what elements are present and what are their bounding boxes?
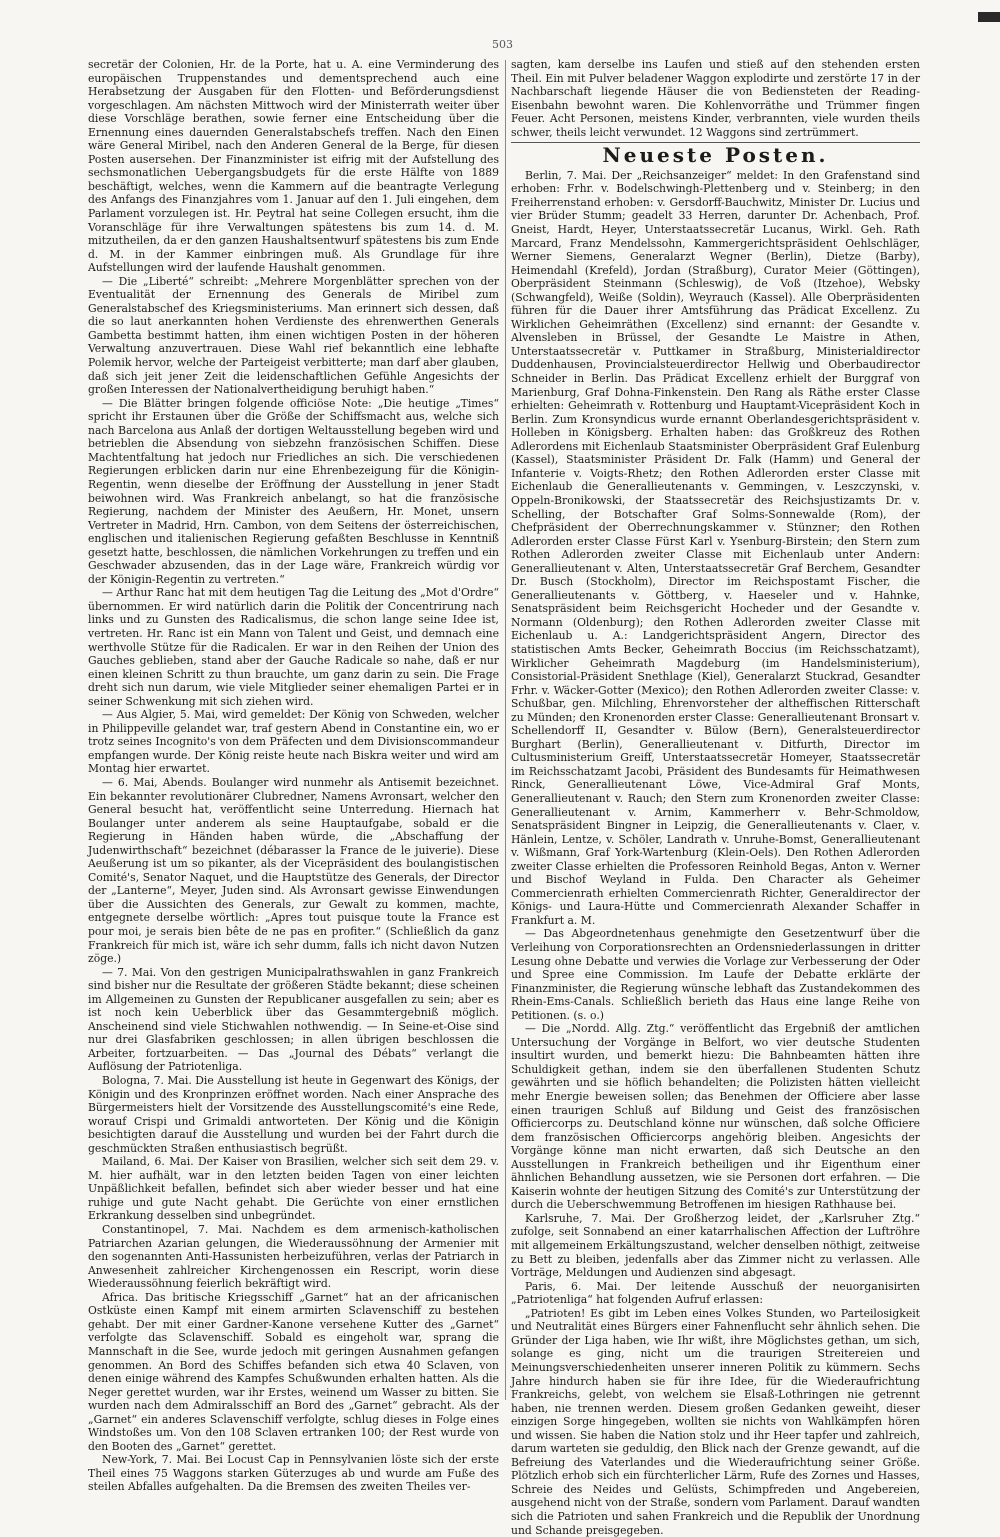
paragraph: Africa. Das britische Kriegsschiff „Garnet“ hat an der africanischen Ostküste einen Kampf mit einem armirten Sclavenschiff zu bestehen gehabt. Der mit einer Gardner-Kanone versehene Kutter des „Garnet“ verfolgte das Sclavenschiff. Sobald es eingeholt war, sprang die Mannschaft in die See, wurde jedoch mit geringen Ausnahmen gefangen genommen. An Bord des Schiffes befanden sich etwa 40 Sclaven, von denen einige während des Kampfes Schußwunden erhalten hatten. Als die Neger gerettet wurden, war ihr Erstes, weinend um Wasser zu bitten. Sie wurden nach dem Admiralsschiff an Bord des „Garnet“ gebracht. Als der „Garnet“ ein anderes Sclavenschiff verfolgte, schlug dieses in Folge eines Windstoßes um. Von den 108 Sclaven ertranken 100; der Rest wurde von den Booten des „Garnet“ gerettet. bbox=[88, 1290, 499, 1453]
paragraph: „Patrioten! Es gibt im Leben eines Volkes Stunden, wo Parteilosigkeit und Neutralität eines Bürgers einer Fahnenflucht sehr ähnlich sehen. Die Gründer der Liga haben, wie Ihr wißt, ihre Möglichstes gethan, um sich, solange es ging, nicht um die traurigen Streitereien und Meinungsverschiedenheiten unserer inneren Politik zu kümmern. Sechs Jahre hindurch haben sie für ihre Idee, für die Wiederaufrichtung Frankreichs, gelebt, von welchem sie Elsaß-Lothringen nie getrennt haben, nie trennen werden. Diesem großen Gedanken geweiht, dieser einzigen Sorge hingegeben, wollten sie nichts von Wahlkämpfen hören und wissen. Sie haben die Nation stolz und ihr Heer tapfer und zahlreich, darum warteten sie geduldig, den Blick nach der Grenze gewandt, auf die Befreiung des Vaterlandes und die Wiederaufrichtung seiner Größe. Plötzlich erhob sich ein fürchterlicher Lärm, Rufe des Zornes und Hasses, Schreie des Neides und Gelüsts, Schimpfreden und Angebereien, ausgehend nicht von der Straße, sondern vom Parlament. Darauf wandten sich die Patrioten und sahen Frankreich und die Republik der Unordnung und Schande preisgegeben. bbox=[511, 1306, 920, 1537]
paragraph: Mailand, 6. Mai. Der Kaiser von Brasilien, welcher sich seit dem 29. v. M. hier aufhält, war in den letzten beiden Tagen von einer leichten Unpäßlichkeit befallen, befindet sich aber wieder besser und hat eine ruhige und gute Nacht gehabt. Die Gerüchte von einer ernstlichen Erkrankung desselben sind unbegründet. bbox=[88, 1155, 499, 1223]
column-divider bbox=[505, 60, 506, 1400]
paragraph: — 7. Mai. Von den gestrigen Municipalrathswahlen in ganz Frankreich sind bisher nur die Resultate der größeren Städte bekannt; diese scheinen im Allgemeinen zu Gunsten der Republicaner ausgefallen zu sein; aber es ist noch kein Ueberblick über das Gesammtergebniß möglich. Anscheinend sind viele Stichwahlen nothwendig. — In Seine-et-Oise sind nur drei Glasfabriken geschlossen; in allen übrigen beschlossen die Arbeiter, fortzuarbeiten. — Das „Journal des Débats“ verlangt die Auflösung der Patriotenliga. bbox=[88, 965, 499, 1074]
paragraph: — Die Blätter bringen folgende officiöse Note: „Die heutige „Times“ spricht ihr Erstaunen über die Größe der Schiffsmacht aus, welche sich nach Barcelona aus Anlaß der dortigen Weltausstellung begeben wird und betrieblen die Absendung von siebzehn französischen Schiffen. Diese Machtentfaltung hat jedoch nur Friedliches an sich. Die verschiedenen Regierungen erblicken darin nur eine Ehrenbezeigung für die Königin-Regentin, wenn dieselbe der Eröffnung der Ausstellung in jener Stadt beiwohnen wird. Was Frankreich anbelangt, so hat die französische Regierung, nachdem der Minister des Aeußern, Hr. Monet, unsern Vertreter in Madrid, Hrn. Cambon, von dem Seitens der österreichischen, englischen und italienischen Regierung gefaßten Beschlusse in Kenntniß gesetzt hatte, beschlossen, die nämlichen Vorkehrungen zu treffen und ein Geschwader abzusenden, das in der Lage wäre, Frankreich würdig vor der Königin-Regentin zu vertreten.“ bbox=[88, 396, 499, 586]
section-title: Neueste Posten. bbox=[602, 143, 829, 168]
paragraph: secretär der Colonien, Hr. de la Porte, hat u. A. eine Verminderung des europäischen Truppenstandes und dementsprechend auch eine Herabsetzung der Ausgaben für den Flotten- und Beförderungsdienst vorgeschlagen. Am nächsten Mittwoch wird der Ministerrath weiter über diese Vorschläge berathen, sowie ferner eine Entscheidung über die Ernennung eines dauernden Generalstabschefs treffen. Nach den Einen wäre General Miribel, nach den Anderen General de la Berge, für diesen Posten ausersehen. Der Finanzminister ist eifrig mit der Aufstellung des sechsmonatlichen Uebergangsbudgets für die erste Hälfte von 1889 beschäftigt, welches, wenn die Kammern auf die beantragte Verlegung des Anfangs des Finanzjahres vom 1. Januar auf den 1. Juli eingehen, dem Parlament vorzulegen ist. Hr. Peytral hat seine Collegen ersucht, ihm die Voranschläge für ihre Verwaltungen spätestens bis zum 14. d. M. mitzutheilen, da er den ganzen Haushaltsentwurf spätestens bis zum Ende d. M. in der Kammer einbringen muß. Als Grundlage für ihre Aufstellungen wird der laufende Haushalt genommen. bbox=[88, 58, 499, 275]
paragraph: Bologna, 7. Mai. Die Ausstellung ist heute in Gegenwart des Königs, der Königin und des Kronprinzen eröffnet worden. Nach einer Ansprache des Bürgermeisters hielt der Vorsitzende des Ausstellungscomité's eine Rede, worauf Crispi und Grimaldi antworteten. Der König und die Königin besichtigten darauf die Ausstellung und wurden bei der Fahrt durch die geschmückten Straßen enthusiastisch begrüßt. bbox=[88, 1074, 499, 1155]
paragraph: Berlin, 7. Mai. Der „Reichsanzeiger“ meldet: In den Grafenstand sind erhoben: Frhr. v. Bodelschwingh-Plettenberg und v. Steinberg; in den Freiherrenstand erhoben: v. Gersdorff-Bauchwitz, Minister Dr. Lucius und vier Brüder Stumm; geadelt 33 Herren, darunter Dr. Achenbach, Prof. Gneist, Hardt, Heyer, Unterstaatssecretär Lucanus, Wirkl. Geh. Rath Marcard, Franz Mendelssohn, Kammergerichtspräsident Oehlschläger, Werner Siemens, Generalarzt Wegner (Berlin), Dietze (Barby), Heimendahl (Krefeld), Jordan (Straßburg), Curator Meier (Göttingen), Oberpräsident Steinmann (Schleswig), de Voß (Itzehoe), Websky (Schwangfeld), Weiße (Soldin), Weyrauch (Kassel). Alle Oberpräsidenten führen für die Dauer ihrer Amtsführung das Prädicat Excellenz. Zu Wirklichen Geheimräthen (Excellenz) sind ernannt: der Gesandte v. Alvensleben in Brüssel, der Gesandte Le Maistre in Athen, Unterstaatssecretär v. Puttkamer in Straßburg, Ministerialdirector Duddenhausen, Provincialsteuerdirector Hellwig und Oberbaudirector Schneider in Berlin. Das Prädicat Excellenz erhielt der Burggraf von Marienburg, Graf Dohna-Finkenstein. Den Rang als Räthe erster Classe erhielten: Geheimrath v. Rottenburg und Hauptamt-Vicepräsident Koch in Berlin. Zum Kronsyndicus wurde ernannt Oberlandesgerichtspräsident v. Holleben in Königsberg. Erhalten haben: das Großkreuz des Rothen Adlerordens mit Eichenlaub Staatsminister Oberpräsident Graf Eulenburg (Kassel), Staatsminister Präsident Dr. Falk (Hamm) und General der Infanterie v. Voigts-Rhetz; den Rothen Adlerorden erster Classe mit Eichenlaub die Generallieutenants v. Gemmingen, v. Leszczynski, v. Oppeln-Bronikowski, der Staatssecretär des Reichsjustizamts Dr. v. Schelling, der Botschafter Graf Solms-Sonnewalde (Rom), der Chefpräsident der Oberrechnungskammer v. Stünzner; den Rothen Adlerorden erster Classe Fürst Karl v. Ysenburg-Birstein; den Stern zum Rothen Adlerorden zweiter Classe mit Eichenlaub unter Andern: Generallieutenant v. Alten, Unterstaatssecretär Graf Berchem, Gesandter Dr. Busch (Stockholm), Director im Reichspostamt Fischer, die Generallieutenants v. Göttberg, v. Haeseler und v. Hahnke, Senatspräsident beim Reichsgericht Hocheder und der Gesandte v. Normann (Oldenburg); den Rothen Adlerorden zweiter Classe mit Eichenlaub u. A.: Landgerichtspräsident Angern, Director des statistischen Amts Becker, Geheimrath Boccius (im Reichsschatzamt), Wirklicher Geheimrath Magdeburg (im Handelsministerium), Consistorial-Präsident Snethlage (Kiel), Generalarzt Stuckrad, Gesandter Frhr. v. Wäcker-Gotter (Mexico); den Rothen Adlerorden zweiter Classe: v. Schußbar, gen. Milchling, Ehrenvorsteher der altheffischen Ritterschaft zu Münden; den Kronenorden erster Classe: Generallieutenant Bronsart v. Schellendorff II, Gesandter v. Bülow (Bern), Generalsteuerdirector Burghart (Berlin), Generallieutenant v. Ditfurth, Director im Cultusministerium Greiff, Unterstaatssecretär Homeyer, Staatssecretär im Reichsschatzamt Jacobi, Präsident des Bundesamts für Heimathwesen Rinck, Generallieutenant Löwe, Vice-Admiral Graf Monts, Generallieutenant v. Rauch; den Stern zum Kronenorden zweiter Classe: Generallieutenant v. Arnim, Kammerherr v. Behr-Schmoldow, Senatspräsident Bingner in Leipzig, die Generallieutenants v. Claer, v. Hänlein, Lentze, v. Schöler, Landrath v. Unruhe-Bomst, Generallieutenant v. Wißmann, Graf York-Wartenburg (Klein-Oels). Den Rothen Adlerorden zweiter Classe erhielten die Professoren Reinhold Begas, Anton v. Werner und Bischof Weyland in Fulda. Den Character als Geheimer Commercienrath erhielten Commercienrath Richter, Generaldirector der Königs- und Laura-Hütte und Commercienrath Alexander Schaffer in Frankfurt a. M. bbox=[511, 168, 920, 927]
paragraph: sagten, kam derselbe ins Laufen und stieß auf den stehenden ersten Theil. Ein mit Pulver beladener Waggon explodirte und zerstörte 17 in der Nachbarschaft liegende Häuser die von Bediensteten der Reading-Eisenbahn bewohnt waren. Die Kohlenvorräthe und Trümmer fingen Feuer. Acht Personen, meistens Kinder, verbrannten, viele wurden theils schwer, theils leicht verwundet. 12 Waggons sind zertrümmert. bbox=[511, 58, 920, 139]
paragraph: Constantinopel, 7. Mai. Nachdem es dem armenisch-katholischen Patriarchen Azarian gelungen, die Wiederaussöhnung der Armenier mit den sogenannten Anti-Hassunisten herbeizuführen, verlas der Patriarch in Anwesenheit zahlreicher Kirchengenossen ein Rescript, worin diese Wiederaussöhnung feierlich bekräftigt wird. bbox=[88, 1223, 499, 1291]
paragraph: — Die „Liberté“ schreibt: „Mehrere Morgenblätter sprechen von der Eventualität der Ernennung des Generals de Miribel zum Generalstabschef des Kriegsministeriums. Man erinnert sich dessen, daß die so laut anerkannten hohen Verdienste des ehrenwerthen Generals Gambetta bestimmt hatten, ihm einen wichtigen Posten in der höheren Verwaltung anzuvertrauen. Diese Wahl rief bekanntlich eine lebhafte Polemik hervor, welche der Parteigeist verbitterte; man darf aber glauben, daß sich jeit jener Zeit die leidenschaftlichen Gefühle Angesichts der großen Interessen der Nationalvertheidigung beruhigt haben.“ bbox=[88, 274, 499, 397]
paragraph: Karlsruhe, 7. Mai. Der Großherzog leidet, der „Karlsruher Ztg.“ zufolge, seit Sonnabend an einer katarrhalischen Affection der Luftröhre mit allgemeinem Erkältungszustand, welcher denselben nöthigt, zeitweise zu Bett zu bleiben, jedenfalls aber das Zimmer nicht zu verlassen. Alle Vorträge, Meldungen und Audienzen sind abgesagt. bbox=[511, 1211, 920, 1280]
left-column bbox=[88, 58, 499, 1494]
paragraph: Paris, 6. Mai. Der leitende Ausschuß der neuorganisirten „Patriotenliga“ hat folgenden Aufruf erlassen: bbox=[511, 1279, 920, 1307]
page-number: 503 bbox=[492, 38, 513, 51]
paragraph: — Arthur Ranc hat mit dem heutigen Tag die Leitung des „Mot d'Ordre“ übernommen. Er wird natürlich darin die Politik der Concentrirung nach links und zu Gunsten des Radicalismus, die schon lange seine Idee ist, vertreten. Hr. Ranc ist ein Mann von Talent und Geist, und demnach eine werthvolle Stütze für die Radicalen. Er war in den Reihen der Union des Gauches geblieben, stand aber der Gauche Radicale so nahe, daß er nur einen kleinen Schritt zu thun brauchte, um ganz darin zu sein. Die Frage dreht sich nun darum, wie viele Mitglieder seiner ehemaligen Partei er in seiner Schwenkung mit sich ziehen wird. bbox=[88, 586, 499, 708]
paragraph: New-York, 7. Mai. Bei Locust Cap in Pennsylvanien löste sich der erste Theil eines 75 Waggons starken Güterzuges ab und wurde am Fuße des steilen Abfalles aufgehalten. Da die Bremsen des zweiten Theiles ver- bbox=[88, 1453, 499, 1494]
paragraph: — Das Abgeordnetenhaus genehmigte den Gesetzentwurf über die Verleihung von Corporationsrechten an Ordensniederlassungen in dritter Lesung ohne Debatte und verwies die Vorlage zur Verbesserung der Oder und Spree eine Commission. Im Laufe der Debatte erklärte der Finanzminister, die Regierung wünsche lebhaft das Zustandekommen des Rhein-Ems-Canals. Schließlich berieth das Haus eine lange Reihe von Petitionen. (s. o.) bbox=[511, 927, 920, 1022]
paragraph: — 6. Mai, Abends. Boulanger wird nunmehr als Antisemit bezeichnet. Ein bekannter revolutionärer Clubredner, Namens Avronsart, welcher den General besucht hat, veröffentlicht seine Unterredung. Hiernach hat Boulanger unter anderem als seine Hauptaufgabe, sobald er die Regierung in Händen haben würde, die „Abschaffung der Judenwirthschaft“ bezeichnet (débarasser la France de le juiverie). Diese Aeußerung ist um so pikanter, als der Vicepräsident des boulangistischen Comité's, Senator Naquet, und die Hauptstütze des Generals, der Director der „Lanterne“, Meyer, Juden sind. Als Avronsart gewisse Einwendungen über die Aussichten des Generals, zur Gewalt zu kommen, machte, entgegnete derselbe wörtlich: „Apres tout puisque toute la France est pour moi, je serais bien bête de ne pas en profiter.“ (Schließlich da ganz Frankreich für mich ist, wäre ich sehr dumm, falls ich nicht davon Nutzen zöge.) bbox=[88, 775, 499, 966]
page-corner-mark bbox=[978, 12, 1000, 22]
paragraph: — Aus Algier, 5. Mai, wird gemeldet: Der König von Schweden, welcher in Philippeville gelandet war, traf gestern Abend in Constantine ein, wo er trotz seines Incognito's von dem Präfecten und dem Divisionscommandeur empfangen wurde. Der König reiste heute nach Biskra weiter und wird am Montag hier erwartet. bbox=[88, 708, 499, 776]
right-column bbox=[511, 58, 920, 1537]
paragraph: — Die „Nordd. Allg. Ztg.“ veröffentlicht das Ergebniß der amtlichen Untersuchung der Vorgänge in Belfort, wo vier deutsche Studenten insultirt wurden, und bemerkt hiezu: Die Bahnbeamten hätten ihre Schuldigkeit gethan, indem sie den überfallenen Studenten Schutz gewährten und sie höflich behandelten; die Polizisten hätten vielleicht mehr Energie beweisen sollen; das Benehmen der Officiere aber lasse einen traurigen Schluß auf Bildung und Geist des französischen Officiercorps zu. Deutschland könne nur wünschen, daß solche Officiere dem französischen Officiercorps angehörig bleiben. Angesichts der Vorgänge könne man nicht erwarten, daß sich Deutsche an den Ausstellungen in Frankreich betheiligen und ihr Eigenthum einer ähnlichen Behandlung aussetzen, wie sie Personen dort erfahren. — Die Kaiserin wohnte der heutigen Sitzung des Comité's zur Unterstützung der durch die Ueberschwemmung Betroffenen im hiesigen Rathhause bei. bbox=[511, 1022, 920, 1212]
